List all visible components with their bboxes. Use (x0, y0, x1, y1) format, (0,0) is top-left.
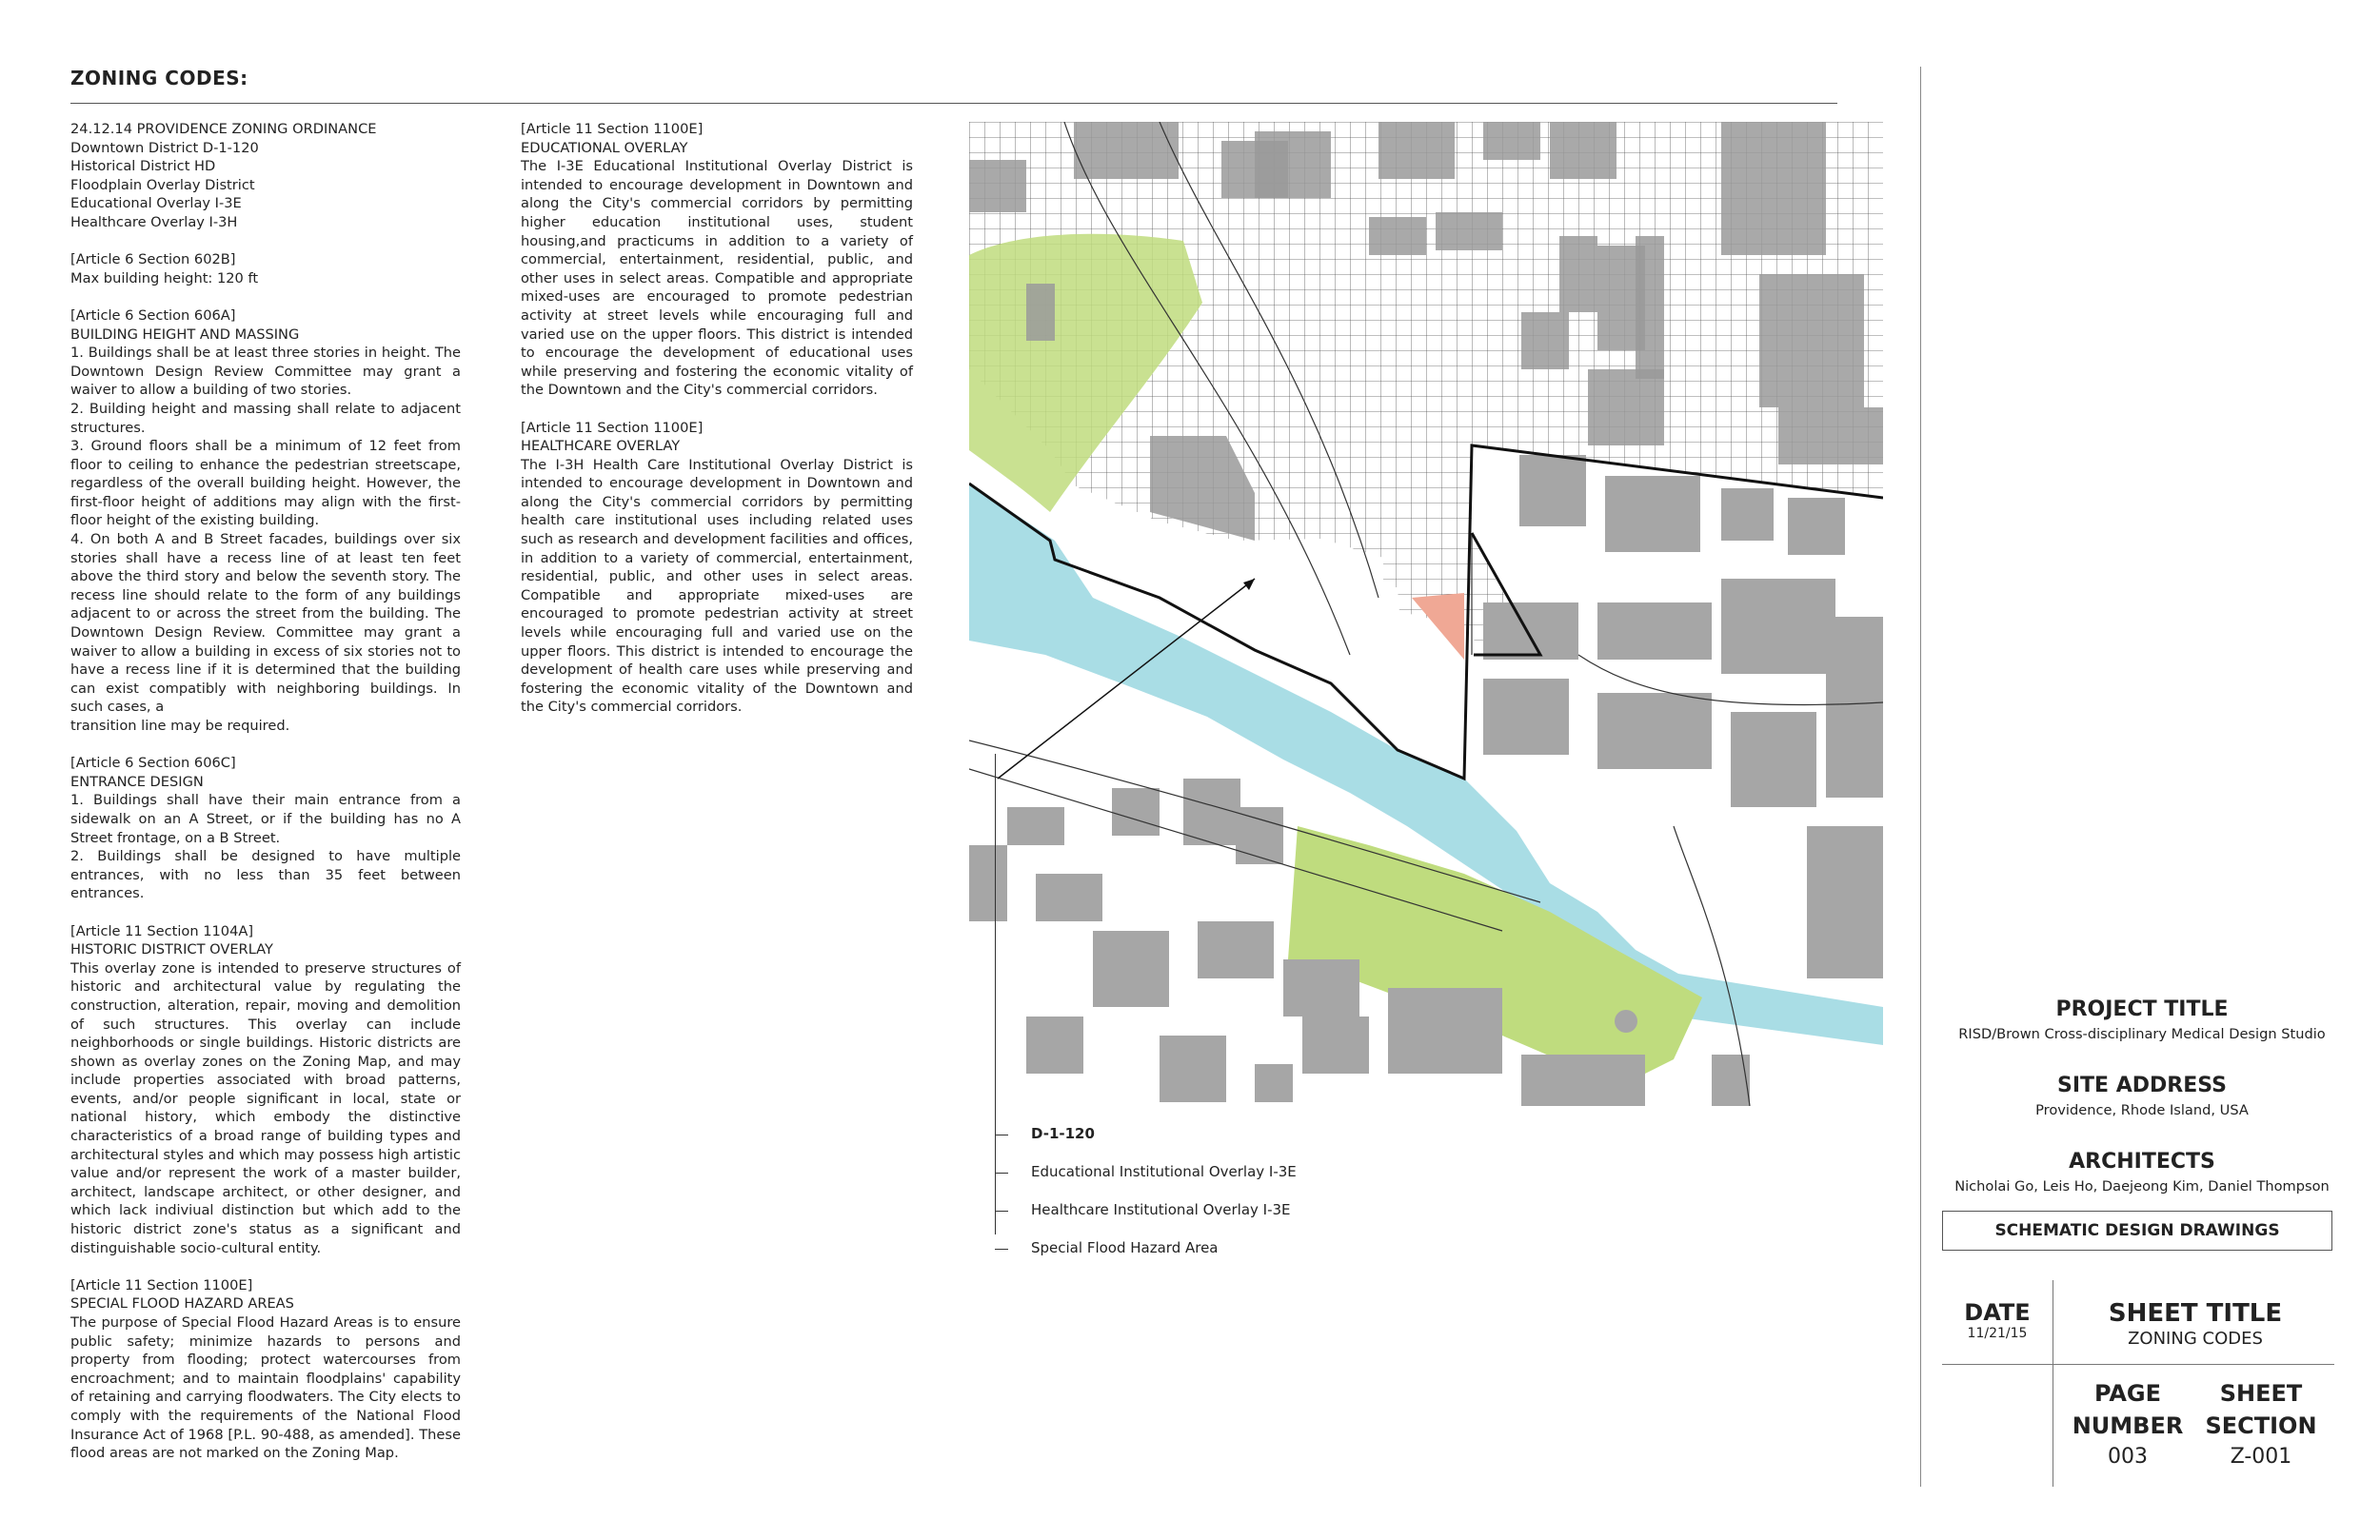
heading-divider (70, 103, 1837, 104)
sheet-title-label: SHEET TITLE (2108, 1299, 2283, 1328)
legend-leader-line (995, 754, 996, 1234)
zoning-paragraph: [Article 6 Section 606A] BUILDING HEIGHT AND MASSING 1. Buildings shall be at least three stories in height. The Downtown Design Review Committee may grant a waiver to allow a building of two stories. 2. Building height and massing shall relate to adjacent structures. 3. Ground floors shall be a minimum of 12 feet from floor to ceiling to enhance the pedestrian streetscape, regardless of the overall building height. However, the first-floor height of additions may align with the first-floor height of the existing building. 4. On both A and B Street facades, buildings over six stories shall have a recess line of at least ten feet above the third story and below the seventh story. The recess line should relate to the form of any buildings adjacent to or across the street from the building. The Downtown Design Review. Committee may grant a waiver to allow a building in excess of six stories not to have a recess line if it is determined that the building can exist compatibly with neighboring buildings. In such cases, a transition line may be required. (70, 306, 461, 734)
sheet-section-label-1: SHEET (2219, 1380, 2303, 1407)
zoning-paragraph: [Article 11 Section 1100E] HEALTHCARE OVERLAY The I-3H Health Care Institutional Overlay District is intended to encourage development in Downtown and along the City's commercial corridors by permitting health care institutional uses including related uses such as research and development facilities and offices, in addition to a variety of commercial, entertainment, residential, public, and other uses in select areas. Compatible and appropriate mixed-uses are encouraged to promote pedestrian activity at street levels while encouraging full and varied use on the upper floors. This district is intended to encourage the development of health care uses while preserving and fostering the economic vitality of the Downtown and the City's commercial corridors. (521, 419, 913, 716)
project-title: RISD/Brown Cross-disciplinary Medical Design Studio (1958, 1026, 2326, 1042)
sheet-section: Z-001 (2230, 1445, 2292, 1469)
zoning-paragraph: [Article 11 Section 1104A] HISTORIC DISTRICT OVERLAY This overlay zone is intended to preserve structures of historic and architectural value by regulating the construction, alteration, repair, moving and demolition of such structures. This overlay can include neighborhoods or single buildings. Historic districts are shown as overlay zones on the Zoning Map, and may include properties associated with broad patterns, events, and/or people significant in local, state or national history, which embody the distinctive characteristics of a broad range of building types and architectural styles and which may possess high artistic value and/or represent the work of a master builder, architect, landscape architect, or other designer, and which lack indiviual distinction but which add to the historic district zone's status as a significant and distinguishable socio-cultural entity. (70, 922, 461, 1256)
project-title-label: PROJECT TITLE (2055, 997, 2229, 1021)
zoning-paragraph: [Article 6 Section 606C] ENTRANCE DESIGN 1. Buildings shall have their main entrance from a sidewalk on an A Street, or if the building has no A Street frontage, on a B Street. 2. Buildings shall be designed to have multiple entrances, with no less than 35 feet between entrances. (70, 755, 461, 902)
legend-item-flood: Special Flood Hazard Area (1031, 1239, 1219, 1256)
zoning-paragraph: [Article 11 Section 1100E] EDUCATIONAL OVERLAY The I-3E Educational Institutional Overlay District is intended to encourage development in Downtown and along the City's commercial corridors by permitting higher education institutional uses, student housing,and practicums in addition to a variety of commercial, entertainment, residential, public, and other uses in select areas. Compatible and appropriate mixed-uses are encouraged to promote pedestrian activity at street levels while encouraging full and varied use on the upper floors. This district is intended to encourage the development of educational uses while preserving and fostering the economic vitality of the Downtown and the City's commercial corridors. (521, 121, 913, 399)
architects-label: ARCHITECTS (2069, 1150, 2215, 1174)
zoning-text-column-2 (521, 120, 913, 736)
drawing-set-label: SCHEMATIC DESIGN DRAWINGS (1942, 1211, 2332, 1251)
date-value: 11/21/15 (1967, 1326, 2028, 1341)
zoning-paragraph: [Article 6 Section 602B] Max building height: 120 ft (70, 251, 259, 286)
legend-tick (995, 1211, 1008, 1212)
page-number: 003 (2108, 1445, 2148, 1469)
site-address: Providence, Rhode Island, USA (2035, 1102, 2249, 1118)
zoning-text-column-1 (70, 120, 461, 1481)
legend-tick (995, 1173, 1008, 1174)
zoning-paragraph: [Article 11 Section 1100E] SPECIAL FLOOD HAZARD AREAS The purpose of Special Flood Hazard Areas is to ensure public safety; minimize hazards to persons and property from flooding; protect watercourses from encroachment; and to maintain floodplains' capability of retaining and carrying floodwaters. The City elects to comply with the requirements of the National Flood Insurance Act of 1968 [P.L. 90-488, as amended]. These flood areas are not marked on the Zoning Map. (70, 1276, 461, 1462)
title-block-divider (1920, 67, 1921, 1487)
architects: Nicholai Go, Leis Ho, Daejeong Kim, Daniel Thompson (1954, 1178, 2330, 1194)
page-heading: ZONING CODES: (70, 67, 248, 89)
legend-tick (995, 1249, 1008, 1250)
zoning-paragraph: 24.12.14 PROVIDENCE ZONING ORDINANCE Downtown District D-1-120 Historical District HD Floodplain Overlay District Educational Overlay I-3E Healthcare Overlay I-3H (70, 121, 377, 230)
zoning-map (969, 122, 1883, 1106)
legend-item-d-1-120: D-1-120 (1031, 1125, 1095, 1142)
date-label: DATE (1964, 1299, 2031, 1326)
sheet-title: ZONING CODES (2128, 1329, 2263, 1349)
page-number-label-2: NUMBER (2072, 1412, 2184, 1439)
sheet-section-label-2: SECTION (2205, 1412, 2317, 1439)
legend-item-educational: Educational Institutional Overlay I-3E (1031, 1163, 1297, 1180)
page-number-label-1: PAGE (2093, 1380, 2162, 1407)
site-address-label: SITE ADDRESS (2057, 1074, 2227, 1097)
title-block-rule (1942, 1364, 2334, 1365)
legend-item-healthcare: Healthcare Institutional Overlay I-3E (1031, 1201, 1291, 1218)
